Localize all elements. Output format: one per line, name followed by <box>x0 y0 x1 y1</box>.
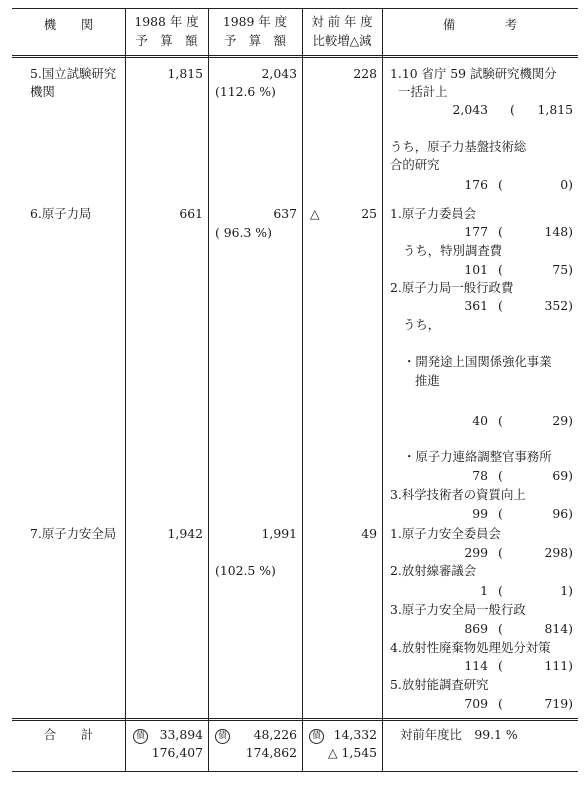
bond-mark-icon: 債 <box>309 727 327 744</box>
total-change-bond: 14,332 <box>333 727 377 742</box>
total-change: △ 1,545 <box>328 745 377 760</box>
note-line: 1.10 省庁 59 試験研究機関分 <box>390 66 557 81</box>
total-1989-bond: 48,226 <box>253 727 297 742</box>
note-prev-amount: 111) <box>544 658 573 673</box>
note-amount: 361 <box>464 298 488 313</box>
col-divider-1 <box>125 8 126 772</box>
note-line: 1.原子力安全委員会 <box>390 526 501 541</box>
budget-ratio: (102.5 %) <box>215 563 276 578</box>
budget-1988: 661 <box>179 206 203 221</box>
header-divider <box>12 55 578 58</box>
header-diff-line1: 対 前 年 度 <box>311 14 373 29</box>
note-line: うち，原子力基盤技術総 <box>390 139 527 154</box>
budget-change: 49 <box>361 526 377 541</box>
budget-1989: 1,991 <box>261 526 297 541</box>
note-line: 1.原子力委員会 <box>390 206 477 221</box>
note-prev-amount: 75) <box>552 262 573 277</box>
note-amount: 299 <box>464 545 488 560</box>
header-1988-line2: 予 算 額 <box>135 33 198 48</box>
note-line: 5.放射能調査研究 <box>390 677 489 692</box>
col-divider-2 <box>208 8 209 772</box>
bond-mark-icon: 債 <box>133 727 151 744</box>
total-label: 合 計 <box>43 727 94 742</box>
note-prev-amount: 814) <box>544 621 573 636</box>
note-prev-amount: 719) <box>544 696 573 711</box>
note-line: うち，特別調査費 <box>403 243 503 258</box>
note-prev-amount: 298) <box>544 545 573 560</box>
note-prev-amount: 1,815 <box>537 102 573 117</box>
total-divider <box>12 718 578 721</box>
table-bottom-border <box>12 771 578 772</box>
note-paren: ( <box>498 262 503 277</box>
note-paren: ( <box>498 224 503 239</box>
bond-mark-icon: 債 <box>215 727 233 744</box>
header-1988-line1: 1988 年 度 <box>134 14 199 29</box>
budget-1988: 1,942 <box>167 526 203 541</box>
note-prev-amount: 0) <box>560 177 573 192</box>
note-amount: 1 <box>480 583 488 598</box>
note-paren: ( <box>498 413 503 428</box>
note-line: ・開発途上国関係強化事業 <box>403 354 552 369</box>
budget-1988: 1,815 <box>167 66 203 81</box>
budget-change: 228 <box>353 66 377 81</box>
budget-change: 25 <box>361 206 377 221</box>
note-paren: ( <box>498 545 503 560</box>
total-note: 対前年度比 99.1 % <box>400 727 518 742</box>
org-name: 6.原子力局 <box>30 206 92 221</box>
note-amount: 40 <box>472 413 488 428</box>
note-line: 推進 <box>415 373 440 388</box>
note-line: 2.原子力局一般行政費 <box>390 280 514 295</box>
note-paren: ( <box>498 583 503 598</box>
note-line: 合的研究 <box>390 157 440 172</box>
note-prev-amount: 352) <box>544 298 573 313</box>
note-paren: ( <box>498 298 503 313</box>
org-name-cont: 機関 <box>30 84 55 99</box>
note-prev-amount: 148) <box>544 224 573 239</box>
total-1989: 174,862 <box>245 745 297 760</box>
org-name: 7.原子力安全局 <box>30 526 117 541</box>
note-prev-amount: 1) <box>560 583 573 598</box>
note-line: 2.放射線審議会 <box>390 563 477 578</box>
note-amount: 114 <box>464 658 488 673</box>
note-line: 4.放射性廃棄物処理処分対策 <box>390 640 551 655</box>
note-amount: 176 <box>464 177 488 192</box>
note-amount: 177 <box>464 224 488 239</box>
budget-ratio: (112.6 %) <box>215 84 276 99</box>
total-1988: 176,407 <box>151 745 203 760</box>
note-paren: ( <box>498 658 503 673</box>
note-amount: 101 <box>464 262 488 277</box>
note-line: ・原子力連絡調整官事務所 <box>403 449 552 464</box>
budget-1989: 2,043 <box>261 66 297 81</box>
note-paren: ( <box>510 102 515 117</box>
header-notes: 備 考 <box>442 17 518 32</box>
total-1988-bond: 33,894 <box>159 727 203 742</box>
note-amount: 78 <box>472 468 488 483</box>
header-organization: 機 関 <box>43 17 94 32</box>
note-paren: ( <box>498 468 503 483</box>
note-paren: ( <box>498 696 503 711</box>
note-paren: ( <box>498 506 503 521</box>
note-amount: 2,043 <box>452 102 488 117</box>
note-amount: 869 <box>464 621 488 636</box>
note-line: うち， <box>403 317 441 332</box>
col-divider-3 <box>302 8 303 772</box>
note-line: 一括計上 <box>398 84 448 99</box>
budget-ratio: ( 96.3 %) <box>215 225 272 240</box>
note-line: 3.原子力安全局一般行政 <box>390 602 526 617</box>
note-prev-amount: 96) <box>552 506 573 521</box>
note-paren: ( <box>498 177 503 192</box>
note-amount: 709 <box>464 696 488 711</box>
decrease-mark: △ <box>310 206 320 221</box>
header-diff-line2: 比較増△減 <box>312 33 372 48</box>
table-top-border <box>12 8 578 9</box>
note-prev-amount: 29) <box>552 413 573 428</box>
org-name: 5.国立試験研究 <box>30 66 117 81</box>
header-1989-line2: 予 算 額 <box>224 33 286 48</box>
budget-1989: 637 <box>273 206 297 221</box>
note-prev-amount: 69) <box>552 468 573 483</box>
note-line: 3.科学技術者の資質向上 <box>390 487 526 502</box>
note-paren: ( <box>498 621 503 636</box>
col-divider-4 <box>382 8 383 772</box>
header-1989-line1: 1989 年 度 <box>222 14 288 29</box>
note-amount: 99 <box>472 506 488 521</box>
